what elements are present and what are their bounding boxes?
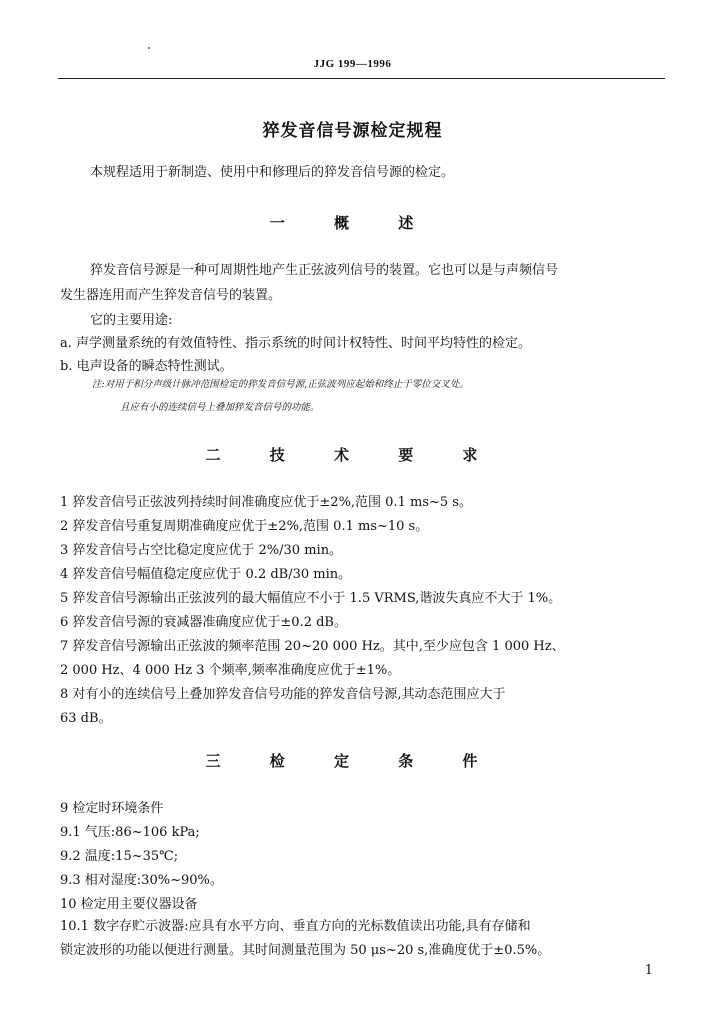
condition-10: 10 检定用主要仪器设备 [60, 897, 198, 912]
use-item-a: a. 声学测量系统的有效值特性、指示系统的时间计权特性、时间平均特性的检定。 [60, 336, 532, 351]
overview-paragraph-line1: 猝发音信号源是一种可周期性地产生正弦波列信号的装置。它也可以是与声频信号 [90, 263, 559, 278]
requirement-3: 3 猝发音信号占空比稳定度应优于 2%/30 min。 [60, 543, 343, 558]
section-heading-overview: 一 概 述 [269, 214, 436, 232]
requirement-5: 5 猝发音信号源输出正弦波列的最大幅值应不小于 1.5 VRMS,谐波失真应不大于 1%。 [60, 591, 562, 606]
page-header-code: JJG 199—1996 [313, 58, 392, 70]
requirement-2: 2 猝发音信号重复周期准确度应优于±2%,范围 0.1 ms~10 s。 [60, 519, 429, 534]
condition-9-3: 9.3 相对湿度:30%~90%。 [60, 873, 223, 888]
note-line1: 注:对用于积分声级计脉冲范围检定的猝发音信号源,正弦波列应起始和终止于零位交叉处。 [92, 379, 469, 390]
section-heading-requirements: 二 技 术 要 求 [205, 446, 500, 464]
requirement-4: 4 猝发音信号幅值稳定度应优于 0.2 dB/30 min。 [60, 567, 352, 582]
condition-9-2: 9.2 温度:15~35℃; [60, 849, 179, 864]
condition-10-1-line1: 10.1 数字存贮示波器:应具有水平方向、垂直方向的光标数值读出功能,具有存储和 [60, 919, 531, 934]
overview-paragraph-line2: 发生器连用而产生猝发音信号的装置。 [60, 288, 282, 303]
requirement-6: 6 猝发音信号源的衰减器准确度应优于±0.2 dB。 [60, 615, 347, 630]
condition-9-1: 9.1 气压:86~106 kPa; [60, 825, 200, 840]
section-heading-conditions: 三 检 定 条 件 [205, 752, 500, 770]
scan-speck [148, 47, 150, 49]
requirement-7-line2: 2 000 Hz、4 000 Hz 3 个频率,频率准确度应优于±1%。 [60, 663, 401, 678]
requirement-8-line2: 63 dB。 [60, 711, 112, 726]
intro-paragraph: 本规程适用于新制造、使用中和修理后的猝发音信号源的检定。 [90, 165, 455, 180]
condition-9: 9 检定时环境条件 [60, 801, 164, 816]
page-number: 1 [644, 963, 653, 978]
note-line2: 且应有小的连续信号上叠加猝发音信号的功能。 [120, 402, 320, 413]
condition-10-1-line2: 锁定波形的功能以便进行测量。其时间测量范围为 50 μs~20 s,准确度优于±0.5%。 [60, 943, 551, 958]
requirement-1: 1 猝发音信号正弦波列持续时间准确度应优于±2%,范围 0.1 ms~5 s。 [60, 495, 472, 510]
header-rule [58, 78, 665, 79]
use-item-b: b. 电声设备的瞬态特性测试。 [60, 359, 233, 374]
uses-heading: 它的主要用途: [90, 313, 173, 328]
requirement-8-line1: 8 对有小的连续信号上叠加猝发音信号功能的猝发音信号源,其动态范围应大于 [60, 687, 506, 702]
requirement-7-line1: 7 猝发音信号源输出正弦波的频率范围 20~20 000 Hz。其中,至少应包含 1 000 Hz、 [60, 639, 565, 654]
document-title: 猝发音信号源检定规程 [262, 121, 443, 141]
